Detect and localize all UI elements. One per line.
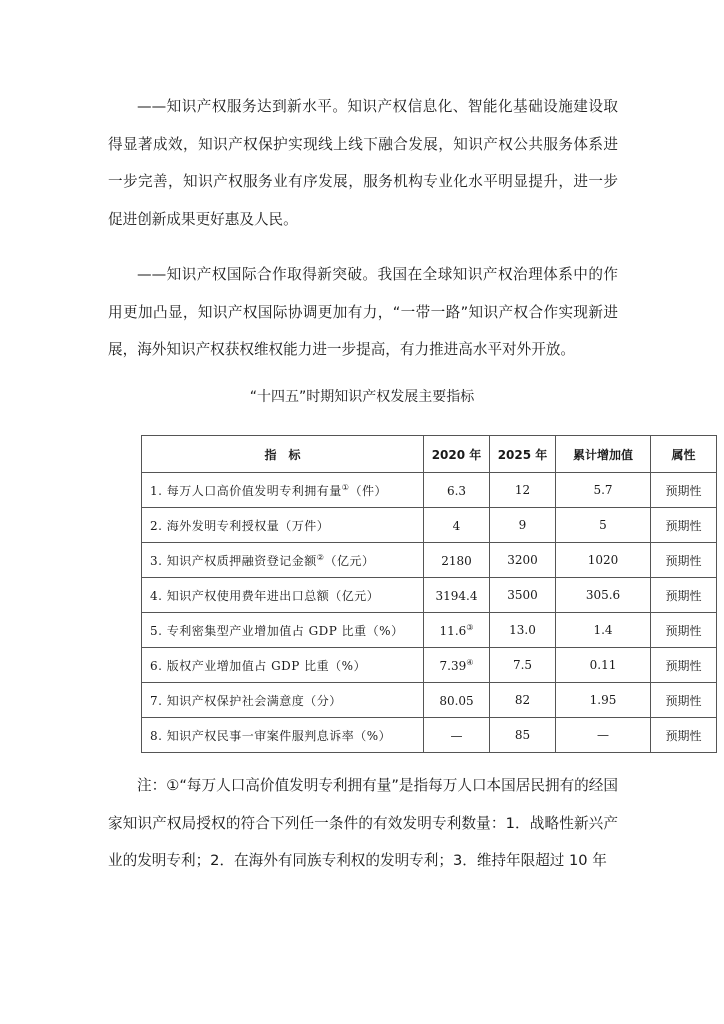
header-indicator: 指 标 bbox=[142, 436, 424, 473]
value-2025: 85 bbox=[490, 718, 556, 753]
table-header-row bbox=[142, 436, 717, 473]
indicators-table bbox=[141, 435, 717, 753]
indicator-name: 8. 知识产权民事一审案件服判息诉率（%） bbox=[142, 718, 424, 753]
indicator-name: 2. 海外发明专利授权量（万件） bbox=[142, 508, 424, 543]
table-row bbox=[142, 508, 717, 543]
value-2025: 9 bbox=[490, 508, 556, 543]
value-2025: 12 bbox=[490, 473, 556, 508]
value-increase: 5 bbox=[556, 508, 651, 543]
value-2020: 11.6③ bbox=[424, 613, 490, 648]
value-attribute: 预期性 bbox=[651, 718, 717, 753]
paragraph-ip-services bbox=[108, 88, 618, 238]
table-row bbox=[142, 543, 717, 578]
table-row bbox=[142, 578, 717, 613]
value-2025: 7.5 bbox=[490, 648, 556, 683]
table-row bbox=[142, 718, 717, 753]
value-increase: 5.7 bbox=[556, 473, 651, 508]
value-increase: 1.4 bbox=[556, 613, 651, 648]
footnote-mark: ① bbox=[341, 482, 350, 492]
value-attribute: 预期性 bbox=[651, 648, 717, 683]
paragraph-ip-international-text: ——知识产权国际合作取得新突破。我国在全球知识产权治理体系中的作用更加凸显，知识产权国际协调更加有力，“一带一路”知识产权合作实现新进展，海外知识产权获权维权能力进一步提高，有力推进高水平对外开放。 bbox=[108, 266, 618, 358]
value-2025: 13.0 bbox=[490, 613, 556, 648]
value-attribute: 预期性 bbox=[651, 473, 717, 508]
value-attribute: 预期性 bbox=[651, 543, 717, 578]
paragraph-ip-services-text: ——知识产权服务达到新水平。知识产权信息化、智能化基础设施建设取得显著成效，知识产权保护实现线上线下融合发展，知识产权公共服务体系进一步完善，知识产权服务业有序发展，服务机构专业化水平明显提升，进一步促进创新成果更好惠及人民。 bbox=[108, 98, 618, 228]
value-2020: 3194.4 bbox=[424, 578, 490, 613]
header-attribute: 属性 bbox=[651, 436, 717, 473]
table-row bbox=[142, 473, 717, 508]
indicator-name: 6. 版权产业增加值占 GDP 比重（%） bbox=[142, 648, 424, 683]
header-2020: 2020 年 bbox=[424, 436, 490, 473]
value-2020: 6.3 bbox=[424, 473, 490, 508]
table-row bbox=[142, 648, 717, 683]
table-note-text: 注：①“每万人口高价值发明专利拥有量”是指每万人口本国居民拥有的经国家知识产权局授权的符合下列任一条件的有效发明专利数量：1．战略性新兴产业的发明专利；2．在海外有同族专利权的发明专利；3．维持年限超过 10 年 bbox=[108, 777, 618, 869]
value-increase: 1020 bbox=[556, 543, 651, 578]
value-2025: 82 bbox=[490, 683, 556, 718]
value-2020: 2180 bbox=[424, 543, 490, 578]
footnote-mark: ② bbox=[316, 552, 325, 562]
table-row bbox=[142, 613, 717, 648]
indicator-name: 5. 专利密集型产业增加值占 GDP 比重（%） bbox=[142, 613, 424, 648]
value-attribute: 预期性 bbox=[651, 613, 717, 648]
value-attribute: 预期性 bbox=[651, 508, 717, 543]
value-increase: 1.95 bbox=[556, 683, 651, 718]
value-2020: 7.39④ bbox=[424, 648, 490, 683]
indicator-name: 7. 知识产权保护社会满意度（分） bbox=[142, 683, 424, 718]
value-2025: 3500 bbox=[490, 578, 556, 613]
value-2020: 4 bbox=[424, 508, 490, 543]
table-row bbox=[142, 683, 717, 718]
header-2025: 2025 年 bbox=[490, 436, 556, 473]
header-increase: 累计增加值 bbox=[556, 436, 651, 473]
value-increase: — bbox=[556, 718, 651, 753]
value-2020: — bbox=[424, 718, 490, 753]
indicator-name: 3. 知识产权质押融资登记金额②（亿元） bbox=[142, 543, 424, 578]
value-attribute: 预期性 bbox=[651, 578, 717, 613]
value-increase: 0.11 bbox=[556, 648, 651, 683]
value-2025: 3200 bbox=[490, 543, 556, 578]
table-note bbox=[108, 767, 618, 880]
value-increase: 305.6 bbox=[556, 578, 651, 613]
indicator-name: 1. 每万人口高价值发明专利拥有量①（件） bbox=[142, 473, 424, 508]
indicator-name: 4. 知识产权使用费年进出口总额（亿元） bbox=[142, 578, 424, 613]
value-attribute: 预期性 bbox=[651, 683, 717, 718]
value-2020: 80.05 bbox=[424, 683, 490, 718]
paragraph-ip-international bbox=[108, 256, 618, 369]
table-title: “十四五”时期知识产权发展主要指标 bbox=[249, 389, 475, 405]
